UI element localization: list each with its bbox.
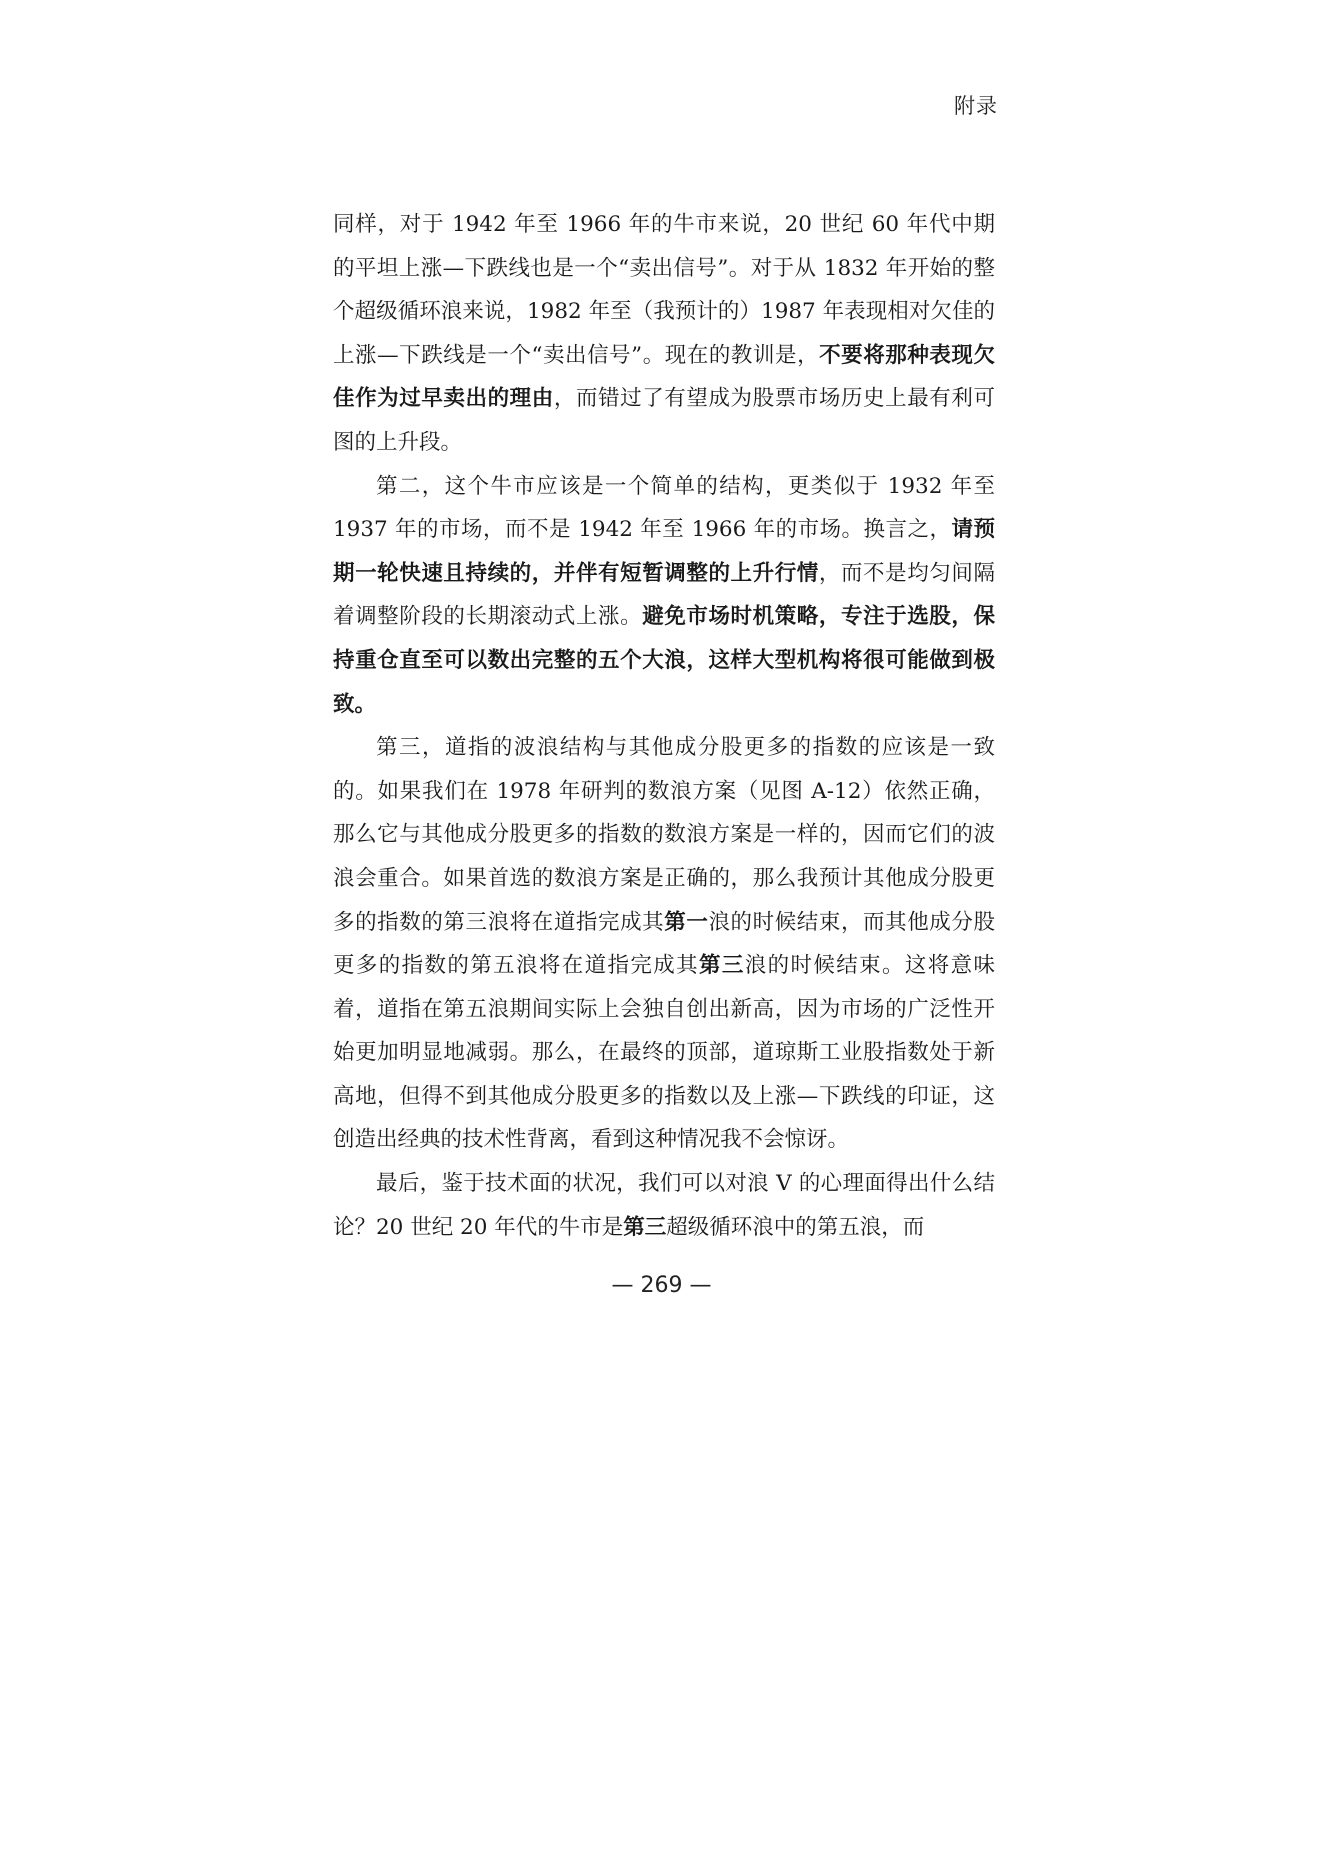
paragraph-1-text: 同样，对于 1942 年至 1966 年的牛市来说，20 世纪 60 年代中期的平坦上涨—下跌线也是一个“卖出信号”。对于从 1832 年开始的整个超级循环浪来说，1982 年至（我预计的）1987 年表现相对欠佳的上涨—下跌线是一个“卖出信号”。现在的教训是， bbox=[333, 212, 995, 368]
paragraph-4-text: 最后，鉴于技术面的状况，我们可以对浪 V 的心理面得出什么结论？20 世纪 20 年代的牛市是 bbox=[333, 1171, 995, 1240]
paragraph-1 bbox=[333, 203, 995, 465]
paragraph-2-text-mid: ，而不是均匀间隔着调整阶段的长期滚动式上涨。 bbox=[333, 560, 995, 630]
paragraph-4-text-end: 超级循环浪中的第五浪，而 bbox=[666, 1214, 925, 1240]
paragraph-1-emphasis: 不要将那种表现欠佳作为过早卖出的理由 bbox=[333, 342, 995, 412]
running-head: 附录 bbox=[954, 94, 998, 118]
paragraph-3-text: 第三，道指的波浪结构与其他成分股更多的指数的应该是一致的。如果我们在 1978 年研判的数浪方案（见图 A-12）依然正确，那么它与其他成分股更多的指数的数浪方案是一样的，因而它们的波浪会重合。如果首选的数浪方案是正确的，那么我预计其他成分股更多的指数的第三浪将在道指完成其 bbox=[333, 735, 995, 935]
paragraph-3-text-mid: 浪的时候结束，而其他成分股更多的指数的第五浪将在道指完成其 bbox=[333, 909, 995, 979]
body-text bbox=[333, 203, 995, 1249]
paragraph-2 bbox=[333, 465, 995, 727]
paragraph-4-emphasis: 第三 bbox=[623, 1214, 667, 1240]
page-number: — 269 — bbox=[611, 1273, 712, 1298]
paragraph-2-emphasis: 请预期一轮快速且持续的，并伴有短暂调整的上升行情 bbox=[333, 517, 995, 586]
paragraph-2-emphasis-end: 避免市场时机策略，专注于选股，保持重仓直至可以数出完整的五个大浪，这样大型机构将很可能做到极致。 bbox=[333, 604, 995, 717]
paragraph-3-emphasis-first: 第一 bbox=[664, 909, 709, 935]
paragraph-4 bbox=[333, 1162, 995, 1249]
paragraph-2-text: 第二，这个牛市应该是一个简单的结构，更类似于 1932 年至 1937 年的市场，而不是 1942 年至 1966 年的市场。换言之， bbox=[333, 473, 995, 543]
paragraph-1-text-end: ，而错过了有望成为股票市场历史上最有利可图的上升段。 bbox=[333, 386, 995, 455]
paragraph-3-emphasis-third: 第三 bbox=[698, 953, 745, 979]
paragraph-3-text-end: 浪的时候结束。这将意味着，道指在第五浪期间实际上会独自创出新高，因为市场的广泛性开始更加明显地减弱。那么，在最终的顶部，道琼斯工业股指数处于新高地，但得不到其他成分股更多的指数以及上涨—下跌线的印证，这创造出经典的技术性背离，看到这种情况我不会惊讶。 bbox=[333, 953, 995, 1153]
paragraph-3 bbox=[333, 726, 995, 1162]
